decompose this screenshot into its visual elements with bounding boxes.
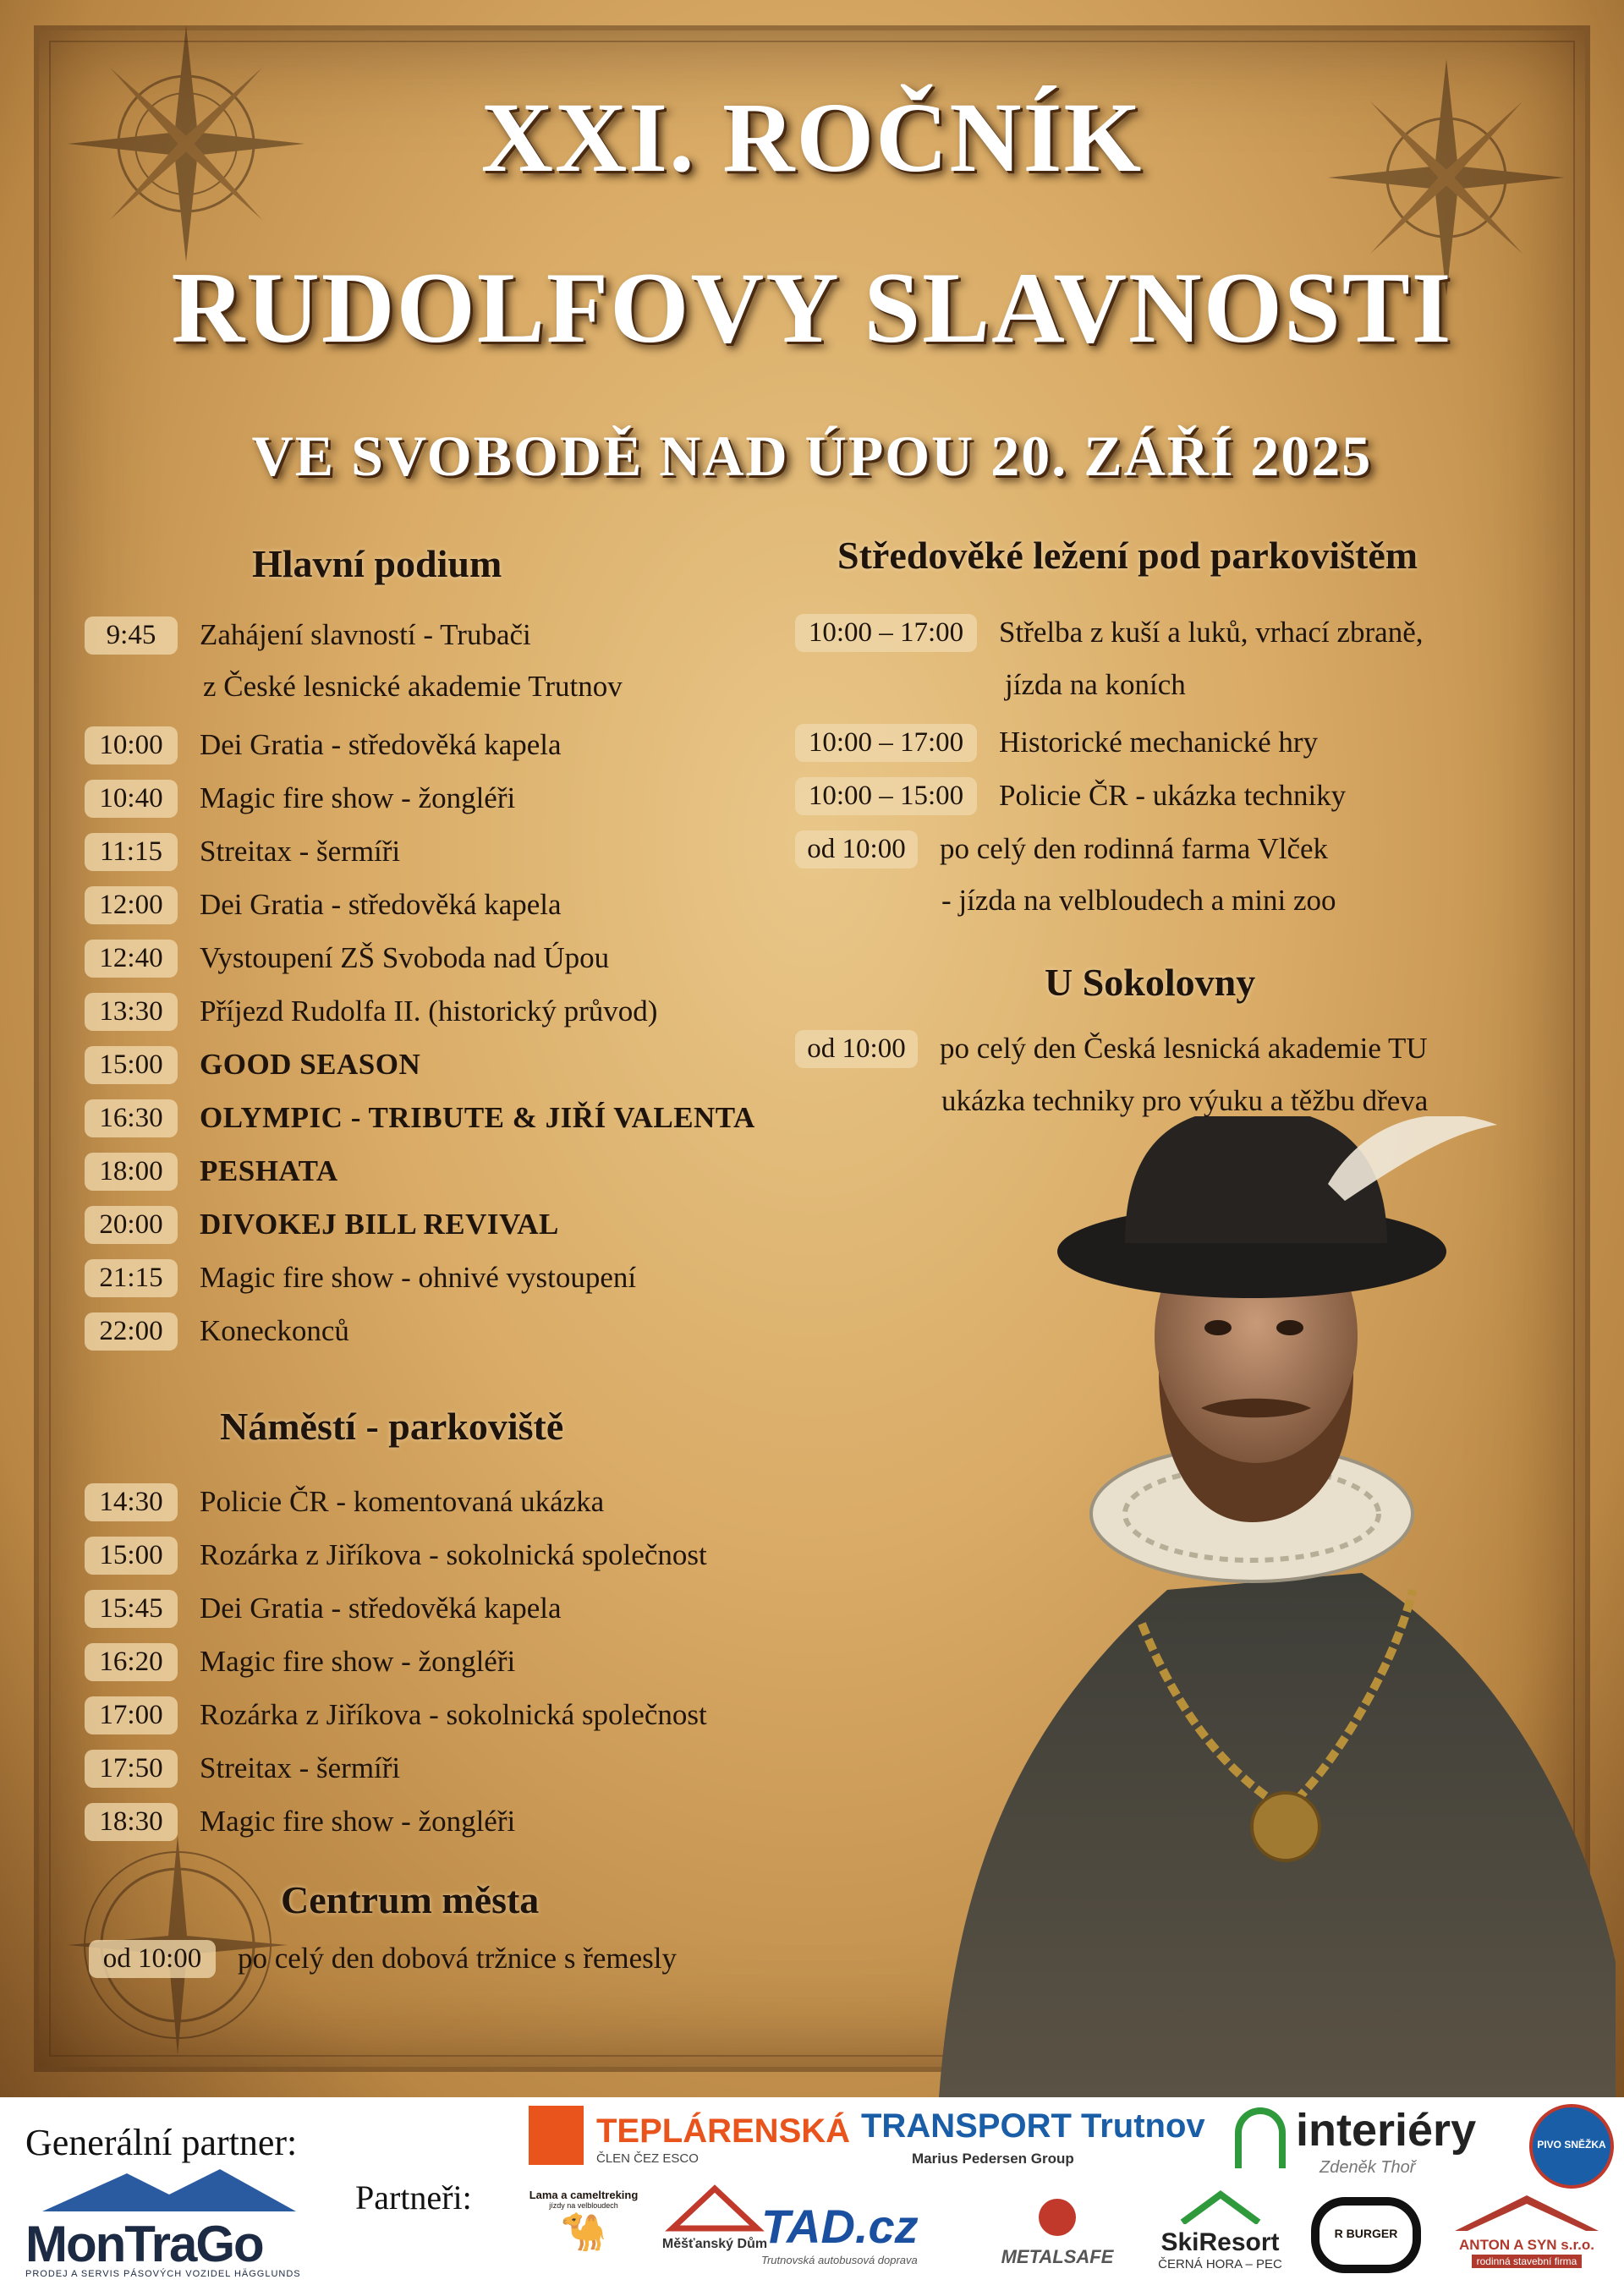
time-badge: 10:00 – 17:00 (795, 724, 977, 762)
act-name: Koneckonců (200, 1314, 349, 1347)
schedule-row (85, 1203, 559, 1247)
act-name: Vystoupení ZŠ Svoboda nad Úpou (200, 941, 610, 974)
center-heading: Centrum města (281, 1878, 540, 1921)
montrago-logo (25, 2165, 304, 2292)
skiresort-logo (1146, 2190, 1294, 2283)
general-partner-label: Generální partner: (25, 2122, 298, 2163)
time-badge: 16:20 (85, 1643, 178, 1681)
lama-name: Lama a cameltreking (529, 2189, 639, 2201)
tad-logo (761, 2199, 973, 2283)
time-badge: 14:30 (85, 1483, 178, 1521)
act-name: Magic fire show - žongléři (200, 1645, 516, 1678)
act-name: Magic fire show - ohnivé vystoupení (200, 1261, 637, 1294)
schedule-row (85, 1256, 636, 1300)
montrago-name: MonTraGo (25, 2216, 263, 2272)
time-badge: 10:00 (85, 726, 178, 764)
schedule-row (85, 613, 531, 657)
time-badge: 10:40 (85, 780, 178, 818)
montrago-tagline: PRODEJ A SERVIS PÁSOVÝCH VOZIDEL HÄGGLUNDS (25, 2269, 301, 2279)
partners-strip (0, 2097, 1624, 2296)
time-badge: 18:00 (85, 1153, 178, 1191)
act-name: DIVOKEJ BILL REVIVAL (200, 1208, 559, 1241)
time-badge: 11:15 (85, 833, 178, 871)
schedule-row (85, 723, 562, 767)
act-name: Zahájení slavností - Trubači (200, 618, 531, 651)
schedule-row (795, 721, 1318, 764)
schedule-row (85, 1746, 400, 1790)
schedule-row (85, 1309, 349, 1353)
skiresort-name: SkiResort (1160, 2228, 1280, 2256)
schedule-row (795, 1027, 1428, 1071)
time-badge: 10:00 – 15:00 (795, 777, 977, 815)
tad-name: TAD.cz (761, 2200, 919, 2253)
metalsafe-icon (1039, 2199, 1076, 2236)
metalsafe-logo (990, 2199, 1125, 2283)
festival-place-date: VE SVOBODĚ NAD ÚPOU 20. ZÁŘÍ 2025 (251, 424, 1373, 488)
act-name: OLYMPIC - TRIBUTE & JIŘÍ VALENTA (200, 1101, 755, 1134)
schedule-row (85, 1043, 420, 1087)
act-name: Dei Gratia - středověká kapela (200, 728, 562, 761)
main-stage-heading: Hlavní podium (252, 542, 502, 585)
time-badge: od 10:00 (795, 1030, 918, 1068)
festival-title: RUDOLFOVY SLAVNOSTI (171, 251, 1453, 364)
partners-label: Partneři: (355, 2178, 472, 2217)
schedule-row (85, 830, 400, 874)
interiery-icon (1235, 2107, 1286, 2168)
transport-logo (861, 2107, 1225, 2175)
time-badge: 9:45 (85, 616, 178, 655)
act-continuation: jízda na koních (1005, 668, 1186, 701)
mestansky-name: Měšťanský Dům (661, 2237, 768, 2251)
schedule-row (85, 1533, 707, 1577)
act-name: po celý den dobová tržnice s řemesly (238, 1942, 677, 1975)
teplarenska-sub: ČLEN ČEZ ESCO (596, 2151, 699, 2166)
teplarenska-name: TEPLÁRENSKÁ (596, 2112, 851, 2150)
act-name: Rozárka z Jiříkova - sokolnická společnost (200, 1538, 707, 1571)
cez-icon (529, 2106, 584, 2165)
tad-sub: Trutnovská autobusová doprava (761, 2254, 918, 2266)
time-badge: 12:00 (85, 886, 178, 924)
time-badge: 15:00 (85, 1537, 178, 1575)
mestansky-dum-logo (660, 2182, 770, 2283)
schedule-row (85, 989, 657, 1033)
schedule-row (795, 611, 1423, 655)
camp-heading: Středověké ležení pod parkovištěm (837, 534, 1418, 577)
rudolf-portrait-image (888, 1116, 1616, 2097)
time-badge: od 10:00 (795, 830, 918, 869)
teplarenska-logo (529, 2106, 850, 2173)
schedule-row (85, 1586, 562, 1630)
time-badge: 21:15 (85, 1259, 178, 1297)
mountain-icon (25, 2165, 304, 2216)
metalsafe-name: METALSAFE (1001, 2246, 1114, 2267)
act-name: Magic fire show - žongléři (200, 1805, 516, 1838)
interiery-logo (1235, 2104, 1514, 2180)
schedule-row (795, 827, 1328, 871)
square-heading: Náměstí - parkoviště (220, 1405, 564, 1448)
act-continuation: - jízda na velbloudech a mini zoo (941, 884, 1336, 917)
anton-a-syn-logo (1438, 2190, 1616, 2283)
schedule-row (89, 1937, 677, 1981)
act-name: Dei Gratia - středověká kapela (200, 888, 562, 921)
time-badge: 17:00 (85, 1696, 178, 1734)
time-badge: 13:30 (85, 993, 178, 1031)
schedule-row (795, 774, 1346, 818)
time-badge: 12:40 (85, 940, 178, 978)
interiery-name: interiéry (1296, 2105, 1477, 2156)
time-badge: 16:30 (85, 1099, 178, 1137)
edition-title: XXI. ROČNÍK (480, 82, 1144, 193)
act-name: Magic fire show - žongléři (200, 781, 516, 814)
schedule-row (85, 1800, 515, 1844)
time-badge: 18:30 (85, 1803, 178, 1841)
interiery-sub: Zdeněk Thoř (1320, 2158, 1416, 2177)
time-badge: 22:00 (85, 1312, 178, 1351)
act-name: Dei Gratia - středověká kapela (200, 1592, 562, 1625)
time-badge: 20:00 (85, 1206, 178, 1244)
schedule-row (85, 1640, 515, 1684)
sokolovna-heading: U Sokolovny (1045, 961, 1256, 1004)
schedule-row (85, 936, 609, 980)
act-name: Policie ČR - ukázka techniky (999, 779, 1347, 812)
act-name: po celý den Česká lesnická akademie TU (940, 1032, 1428, 1065)
pivo-snezka-logo: PIVO SNĚŽKA (1529, 2104, 1614, 2189)
act-name: Střelba z kuší a luků, vrhací zbraně, (999, 616, 1424, 649)
roof-icon (1451, 2190, 1603, 2233)
anton-name: ANTON A SYN s.r.o. (1459, 2237, 1594, 2253)
act-name: GOOD SEASON (200, 1048, 421, 1081)
time-badge: 15:00 (85, 1046, 178, 1084)
camel-icon: 🐪 (560, 2211, 607, 2253)
act-name: Streitax - šermíři (200, 1751, 401, 1784)
schedule-row (85, 1096, 755, 1140)
time-badge: 17:50 (85, 1750, 178, 1788)
mountain-icon (1178, 2190, 1263, 2224)
act-name: po celý den rodinná farma Vlček (940, 832, 1329, 865)
time-badge: od 10:00 (89, 1940, 216, 1978)
house-icon (664, 2182, 765, 2233)
act-name: PESHATA (200, 1154, 338, 1187)
schedule-row (85, 1693, 707, 1737)
transport-sub: Marius Pedersen Group (912, 2151, 1074, 2167)
act-name: Policie ČR - komentovaná ukázka (200, 1485, 605, 1518)
act-name: Příjezd Rudolfa II. (historický průvod) (200, 995, 658, 1027)
act-continuation: z České lesnické akademie Trutnov (203, 670, 623, 703)
schedule-row (85, 1480, 604, 1524)
schedule-row (85, 1149, 338, 1193)
act-name: Rozárka z Jiříkova - sokolnická společnost (200, 1698, 707, 1731)
transport-name: TRANSPORT Trutnov (861, 2107, 1205, 2145)
schedule-row (85, 776, 515, 820)
time-badge: 15:45 (85, 1590, 178, 1628)
act-name: Streitax - šermíři (200, 835, 401, 868)
rburger-logo: R BURGER (1311, 2197, 1421, 2273)
act-name: Historické mechanické hry (999, 726, 1319, 759)
time-badge: 10:00 – 17:00 (795, 614, 977, 652)
anton-sub: rodinná stavební firma (1472, 2255, 1583, 2268)
lama-sub: jízdy na velbloudech (549, 2201, 618, 2210)
lama-logo (529, 2189, 639, 2290)
act-continuation: ukázka techniky pro výuku a těžbu dřeva (941, 1084, 1429, 1117)
skiresort-sub: ČERNÁ HORA – PEC (1158, 2257, 1282, 2271)
schedule-row (85, 883, 562, 927)
